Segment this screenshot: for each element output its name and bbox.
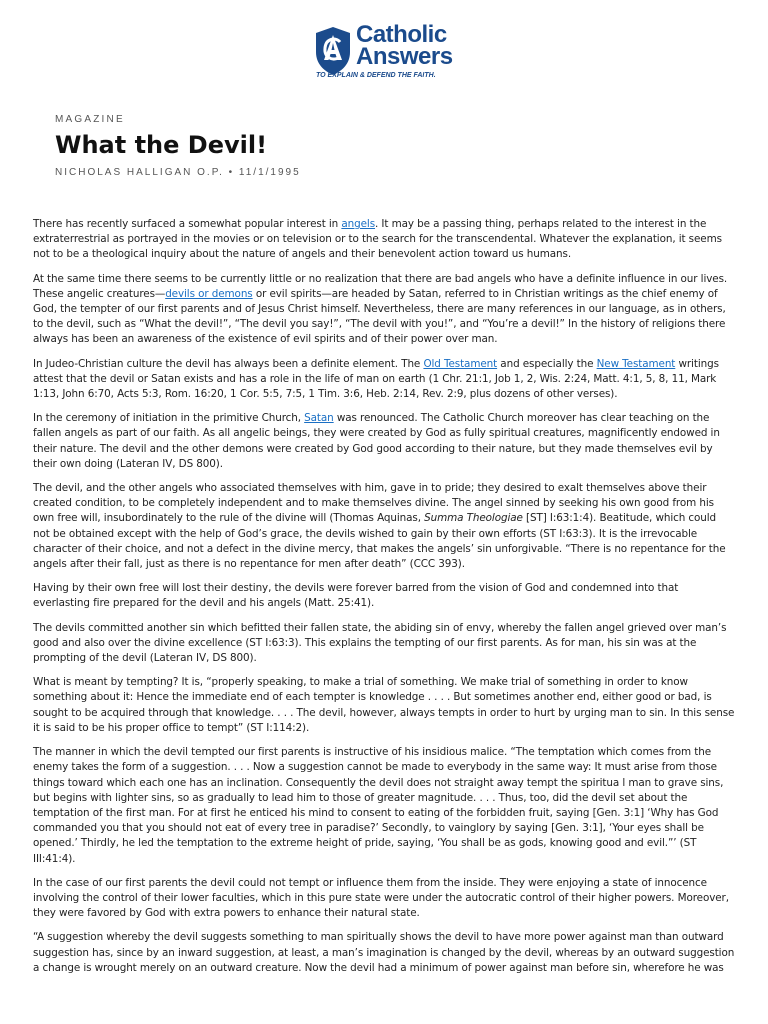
logo-tagline: TO EXPLAIN & DEFEND THE FAITH. [316,72,436,79]
link-satan[interactable]: Satan [304,412,334,425]
logo-wordmark [356,21,453,70]
catholic-answers-logo[interactable] [314,21,464,84]
section-label: MAGAZINE [55,114,125,125]
logo-line-1: Catholic [356,21,447,48]
paragraph: In the ceremony of initiation in the primitive Church, Satan was renounced. The Catholic Church moreover has clear teaching on the fallen angels as part of our faith. As all angelic beings, they were created by God as fully spiritual creatures, magnificently endowed in their nature. The devil and the other demons were created by God good according to their nature, but they made themselves evil by their own doing (Lateran IV, DS 800). [33,412,720,470]
shield-logo-icon [314,26,352,76]
paragraph: The devil, and the other angels who associated themselves with him, gave in to pride; they desired to exalt themselves above their created condition, to be completely independent and to make themselves divine. The angel sinned by seeking his own good from his own free will, insubordinately to the rule of the divine will (Thomas Aquinas, Summa Theologiae [ST] I:63:1:4). Beatitude, which could not be obtained except with the help of God’s grace, the devils wished to gain by their own efforts (ST I:63:3). It is the irrevocable character of their choice, and not a defect in the divine mercy, that makes the angels’ sin unforgivable. “There is no repentance for the angels after their fall, just as there is no repentance for men after death” (CCC 393). [33,482,726,571]
summa-theologiae-title: Summa Theologiae [424,512,523,525]
paragraph: The manner in which the devil tempted our first parents is instructive of his insidious malice. “The temptation which comes from the enemy takes the form of a suggestion. . . . Now a suggestion cannot be made to everybody in the same way: It must arise from those things toward which each one has an inclination. Consequently the devil does not straight away tempt the spiritua l man to grave sins, but begins with lighter sins, so as gradually to lead him to those of greater magnitude. . . . Thus, too, did the devil set about the temptation of the first man. For at first he enticed his mind to consent to eating of the forbidden fruit, saying [Gen. 3:1] ‘Why has God commanded you that you should not eat of every tree in paradise?’ Secondly, to vainglory by saying [Gen. 3:1], ‘Your eyes shall be opened.’ Thirdly, he led the temptation to the extreme height of pride, saying, ‘You shall be as gods, knowing good and evil.”’ (ST III:41:4). [33,746,724,865]
link-angels[interactable]: angels [341,218,376,230]
paragraph: At the same time there seems to be currently little or no realization that there are bad angels who have a definite influence in our lives. These angelic creatures—devils or demons or evil spirits—are headed by Satan, referred to in Christian writings as the chief enemy of God, the tempter of our first parents and of Jesus Christ himself. Nevertheless, there are many references in our language, as in others, to the devil, such as “What the devil!”, “The devil you say!”, “The devil with you!”, and “You’re a devil!” In the history of religions there always has been an awareness of the existence of evil spirits and of their power over man. [33,272,728,346]
article-byline: NICHOLAS HALLIGAN O.P. • 11/1/1995 [55,167,301,178]
paragraph: In Judeo-Christian culture the devil has always been a definite element. The Old Testament and especially the New Testament writings attest that the devil or Satan exists and has a role in the life of man on earth (1 Chr. 21:1, Job 1, 2, Wis. 2:24, Matt. 4:1, 5, 8, 11, Mark 1:13, John 6:70, Acts 5:3, Rom. 16:20, 1 Cor. 5:5, 7:5, 1 Tim. 3:6, Heb. 2:14, Rev. 2:9, plus dozens of other verses). [33,357,719,401]
paragraph: What is meant by tempting? It is, “properly speaking, to make a trial of something. We make trial of something in order to know something about it: Hence the immediate end of each tempter is knowledge . . . . But sometimes another end, either good or bad, is sought to be acquired through that knowledge. . . . The devil, however, always tempts in order to hurt by urging man to sin. In this sense it is said to be his proper office to tempt” (ST I:114:2). [33,676,735,734]
logo-line-2: Answers [356,43,453,70]
paragraph: Having by their own free will lost their destiny, the devils were forever barred from the vision of God and condemned into that everlasting fire prepared for the devil and his angels (Matt. 25:41). [33,582,679,610]
paragraph: In the case of our first parents the devil could not tempt or influence them from the inside. They were enjoying a state of innocence involving the control of their lower faculties, which in this pure state were under the autocratic control of their higher powers. Moreover, they were favored by God with extra powers to enhance their natural state. [33,876,729,920]
link-new-testament[interactable]: New Testament [596,357,676,370]
link-devils-or-demons[interactable]: devils or demons [165,287,253,300]
link-old-testament[interactable]: Old Testament [423,357,498,370]
paragraph: There has recently surfaced a somewhat popular interest in angels. It may be a passing thing, perhaps related to the interest in the extraterrestrial as portrayed in the movies or on television or to the search for the transcendental. Whatever the explanation, it seems not to be a theological inquiry about the nature of angels and their benevolent action toward us humans. [33,218,722,261]
paragraph: The devils committed another sin which befitted their fallen state, the abiding sin of envy, whereby the fallen angel grieved over man’s good and also over the divine excellence (ST I:63:3). This explains the tempting of our first parents. As for man, his sin was at the prompting of the devil (Lateran IV, DS 800). [33,621,727,665]
paragraph: “A suggestion whereby the devil suggests something to man spiritually shows the devil to have more power against man than outward suggestion has, since by an inward suggestion, at least, a man’s imagination is changed by the devil, whereas by an outward suggestion a change is wrought merely on an outward creature. Now the devil had a minimum of power against man before sin, wherefore he was [33,931,735,974]
site-header [0,0,768,100]
article-title: What the Devil! [55,131,268,159]
article-body [33,217,735,985]
